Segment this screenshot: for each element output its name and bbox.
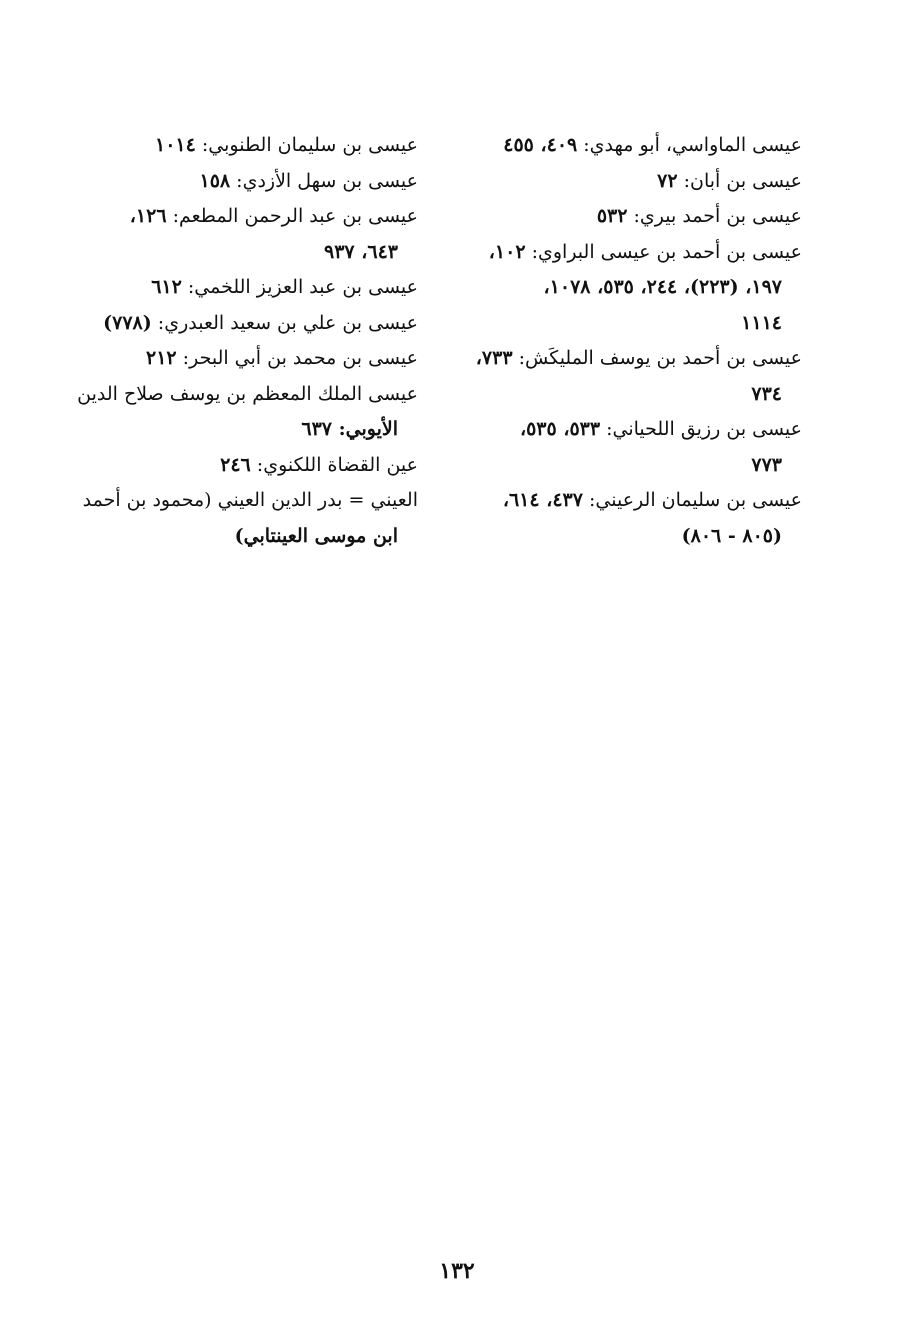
entry-page-refs: ٧٣٣، (475, 347, 513, 369)
entry-continuation: (٨٠٥ - ٨٠٦) (681, 524, 782, 547)
entry-name: عيسى بن أحمد بيري: (627, 205, 802, 227)
entry-name: عيسى بن سهل الأزدي: (230, 169, 418, 192)
entry-name: عيسى بن سليمان الرعيني: (582, 489, 802, 511)
entry-page-refs: ١٥٨ (199, 169, 231, 192)
entry-name: عيسى الماواسي، أبو مهدي: (577, 134, 802, 156)
entry-name: عيسى بن أحمد بن عيسى البراوي: (525, 240, 802, 263)
entry-page-refs: ٧٢ (657, 169, 678, 192)
index-entry (440, 412, 802, 483)
entry-continuation: ابن موسى العينتابي) (234, 524, 398, 547)
entry-page-refs: (٧٧٨) (103, 311, 152, 334)
index-entry (66, 306, 418, 342)
entry-name: عيسى بن عبد العزيز اللخمي: (181, 276, 418, 298)
entry-name: عين القضاة اللكنوي: (250, 453, 418, 476)
entry-name: العيني = بدر الدين العيني (محمود بن أحمد (82, 489, 418, 511)
entry-page-refs: ٦١٢ (151, 276, 182, 298)
entry-continuation: ١٩٧، (٢٢٣)، ٢٤٤، ٥٣٥، ١٠٧٨، (543, 276, 782, 298)
entry-page-refs: ١٠٢، (488, 240, 526, 263)
entry-page-refs: ١٠١٤ (155, 134, 196, 156)
index-entry (66, 483, 418, 554)
index-column-left (66, 128, 418, 554)
index-entry (440, 199, 802, 235)
index-entry (66, 377, 418, 448)
index-entry (440, 483, 802, 554)
entry-page-refs: ٤٠٩، ٤٥٥ (503, 134, 578, 156)
entry-page-refs: ٤٣٧، ٦١٤، (502, 489, 583, 511)
page-number: ١٣٢ (439, 1258, 475, 1284)
index-entry (66, 341, 418, 377)
index-entry (66, 128, 418, 164)
index-entry (66, 448, 418, 484)
index-entry (440, 235, 802, 342)
entry-name: عيسى بن علي بن سعيد العبدري: (151, 311, 418, 334)
entry-name: عيسى بن رزيق اللحياني: (600, 418, 802, 440)
entry-name: عيسى بن أحمد بن يوسف المليكَش: (512, 347, 802, 369)
entry-page-refs: ٢١٢ (146, 347, 177, 369)
entry-name: عيسى بن عبد الرحمن المطعم: (166, 205, 418, 227)
index-column-right (440, 128, 802, 554)
entry-page-refs: ٥٣٣، ٥٣٥، (519, 418, 601, 440)
entry-continuation: ٦٤٣، ٩٣٧ (324, 240, 398, 263)
entry-page-refs: ٥٣٢ (596, 205, 628, 227)
entry-continuation: ٧٧٣ (751, 453, 782, 476)
entry-continuation: ١١١٤ (741, 311, 782, 334)
entry-name: عيسى بن أبان: (677, 169, 802, 192)
index-entry (440, 341, 802, 412)
index-entry (440, 164, 802, 200)
entry-name: عيسى بن سليمان الطنوبي: (195, 134, 418, 156)
entry-page-refs: ٢٤٦ (220, 453, 251, 476)
entry-page-refs: ١٢٦، (129, 205, 167, 227)
index-entry (66, 199, 418, 270)
index-entry (440, 128, 802, 164)
index-entry (66, 270, 418, 306)
entry-continuation: الأيوبي: ٦٣٧ (301, 418, 398, 440)
entry-continuation: ٧٣٤ (751, 382, 782, 405)
index-entry (66, 164, 418, 200)
entry-name: عيسى الملك المعظم بن يوسف صلاح الدين (77, 382, 418, 405)
entry-name: عيسى بن محمد بن أبي البحر: (176, 347, 418, 369)
